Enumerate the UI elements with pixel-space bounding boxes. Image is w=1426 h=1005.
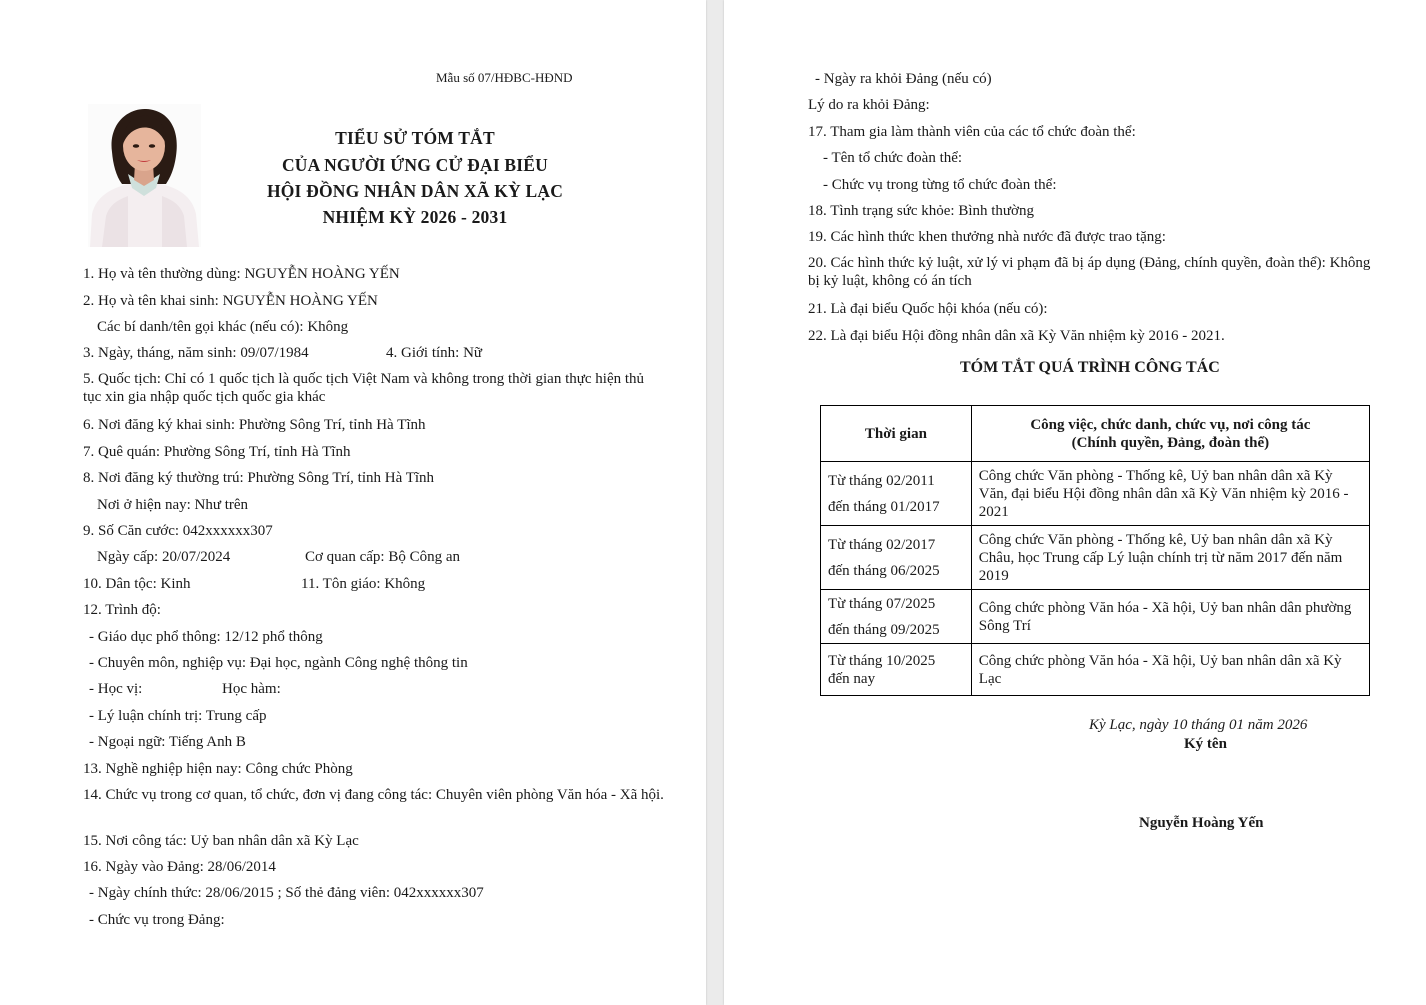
ethnicity: 10. Dân tộc: Kinh (83, 576, 191, 592)
header-work-line-1: Công việc, chức danh, chức vụ, nơi công tác (1030, 416, 1311, 433)
date-of-birth: 3. Ngày, tháng, năm sinh: 09/07/1984 (83, 345, 309, 361)
current-position: 14. Chức vụ trong cơ quan, tổ chức, đơn vị đang công tác: Chuyên viên phòng Văn hóa - Xã hội. (83, 787, 664, 803)
organization-role: - Chức vụ trong từng tổ chức đoàn thể: (823, 177, 1057, 193)
state-awards: 19. Các hình thức khen thưởng nhà nước đã được trao tặng: (808, 229, 1166, 245)
table-header-row (821, 406, 1370, 462)
party-exit-reason: Lý do ra khỏi Đảng: (808, 97, 930, 113)
signature-label: Ký tên (1184, 736, 1227, 752)
table-row (821, 644, 1370, 696)
header-time (821, 406, 972, 462)
row-time (821, 590, 972, 644)
header-work (971, 406, 1369, 462)
document-title-line-3: HỘI ĐỒNG NHÂN DÂN XÃ KỲ LẠC (266, 181, 564, 201)
aliases: Các bí danh/tên gọi khác (nếu có): Không (97, 319, 349, 335)
current-residence: Nơi ở hiện nay: Như trên (97, 497, 249, 513)
portrait-photo (88, 104, 201, 247)
table-row (821, 462, 1370, 526)
time-to: đến tháng 09/2025 (828, 621, 940, 638)
party-official-date: - Ngày chính thức: 28/06/2015 ; Số thẻ đảng viên: 042xxxxxx307 (89, 885, 484, 901)
common-name: 1. Họ và tên thường dùng: NGUYỄN HOÀNG YẾN (83, 266, 400, 282)
permanent-residence: 8. Nơi đăng ký thường trú: Phường Sông Trí, tỉnh Hà Tĩnh (83, 470, 435, 486)
row-time (821, 526, 972, 590)
health-status: 18. Tình trạng sức khỏe: Bình thường (808, 203, 1034, 219)
signer-name: Nguyễn Hoàng Yến (1139, 815, 1264, 831)
council-deputy: 22. Là đại biểu Hội đồng nhân dân xã Kỳ Văn nhiệm kỳ 2016 - 2021. (808, 328, 1225, 344)
academic-title: Học hàm: (222, 681, 281, 697)
document-title-line-4: NHIỆM KỲ 2026 - 2031 (322, 207, 508, 227)
time-from: Từ tháng 10/2025 (828, 652, 936, 669)
time-to: đến nay (828, 670, 876, 687)
national-assembly-deputy: 21. Là đại biểu Quốc hội khóa (nếu có): (808, 301, 1048, 317)
form-code: Mẫu số 07/HĐBC-HĐND (436, 70, 573, 85)
professional-qualification: - Chuyên môn, nghiệp vụ: Đại học, ngành Công nghệ thông tin (89, 655, 468, 671)
row-time (821, 462, 972, 526)
signature-place-date: Kỳ Lạc, ngày 10 tháng 01 năm 2026 (1089, 717, 1308, 733)
time-to: đến tháng 06/2025 (828, 562, 940, 579)
id-number: 9. Số Căn cước: 042xxxxxx307 (83, 523, 273, 539)
organization-membership: 17. Tham gia làm thành viên của các tổ chức đoàn thể: (808, 124, 1136, 140)
time-from: Từ tháng 02/2017 (828, 536, 936, 553)
document-title-line-1: TIỂU SỬ TÓM TẮT (335, 128, 495, 148)
time-from: Từ tháng 02/2011 (828, 472, 935, 489)
time-from: Từ tháng 07/2025 (828, 595, 936, 612)
portrait-photo-graphic (88, 104, 201, 247)
party-position: - Chức vụ trong Đảng: (89, 912, 225, 928)
id-issuer: Cơ quan cấp: Bộ Công an (305, 549, 460, 565)
row-work: Công chức Văn phòng - Thống kê, Uỷ ban nhân dân xã Kỳ Văn, đại biểu Hội đồng nhân dân xã Kỳ Văn nhiệm kỳ 2016 - 2021 (971, 462, 1369, 526)
organization-name: - Tên tổ chức đoàn thể: (823, 150, 963, 166)
time-to: đến tháng 01/2017 (828, 498, 940, 515)
political-theory: - Lý luận chính trị: Trung cấp (89, 708, 267, 724)
id-issue-date: Ngày cấp: 20/07/2024 (97, 549, 231, 565)
row-work: Công chức phòng Văn hóa - Xã hội, Uỷ ban nhân dân xã Kỳ Lạc (971, 644, 1369, 696)
birth-registration-place: 6. Nơi đăng ký khai sinh: Phường Sông Trí, tỉnh Hà Tĩnh (83, 417, 426, 433)
work-history-table (820, 405, 1370, 696)
academic-degree: - Học vị: (89, 681, 143, 697)
party-exit-date: - Ngày ra khỏi Đảng (nếu có) (815, 71, 992, 87)
row-work: Công chức phòng Văn hóa - Xã hội, Uỷ ban nhân dân phường Sông Trí (971, 590, 1369, 644)
birth-name: 2. Họ và tên khai sinh: NGUYỄN HOÀNG YẾN (83, 293, 378, 309)
gender: 4. Giới tính: Nữ (386, 345, 483, 361)
hometown: 7. Quê quán: Phường Sông Trí, tỉnh Hà Tĩnh (83, 444, 351, 460)
disciplinary-record: 20. Các hình thức kỷ luật, xử lý vi phạm đã bị áp dụng (Đảng, chính quyền, đoàn thể): Không bị kỷ luật, không có án tích (808, 255, 1371, 289)
document-page-2 (724, 0, 1426, 1005)
religion: 11. Tôn giáo: Không (301, 576, 426, 592)
header-work-line-2: (Chính quyền, Đảng, đoàn thể) (1071, 434, 1270, 451)
header-time-label: Thời gian (864, 425, 927, 442)
work-history-title: TÓM TẮT QUÁ TRÌNH CÔNG TÁC (960, 359, 1220, 376)
table-row (821, 590, 1370, 644)
document-page-1 (0, 0, 706, 1005)
document-title-line-2: CỦA NGƯỜI ỨNG CỬ ĐẠI BIỂU (281, 155, 549, 175)
nationality: 5. Quốc tịch: Chỉ có 1 quốc tịch là quốc tịch Việt Nam và không trong thời gian thực hiện thủ tục xin gia nhập quốc tịch quốc gia khác (83, 371, 645, 405)
row-time (821, 644, 972, 696)
party-join-date: 16. Ngày vào Đảng: 28/06/2014 (83, 859, 276, 875)
foreign-language: - Ngoại ngữ: Tiếng Anh B (89, 734, 246, 750)
table-row (821, 526, 1370, 590)
current-occupation: 13. Nghề nghiệp hiện nay: Công chức Phòng (83, 761, 353, 777)
general-education: - Giáo dục phổ thông: 12/12 phổ thông (89, 629, 323, 645)
education-heading: 12. Trình độ: (83, 602, 161, 618)
workplace: 15. Nơi công tác: Uỷ ban nhân dân xã Kỳ Lạc (83, 833, 359, 849)
row-work: Công chức Văn phòng - Thống kê, Uỷ ban nhân dân xã Kỳ Châu, học Trung cấp Lý luận chính trị từ năm 2017 đến năm 2019 (971, 526, 1369, 590)
